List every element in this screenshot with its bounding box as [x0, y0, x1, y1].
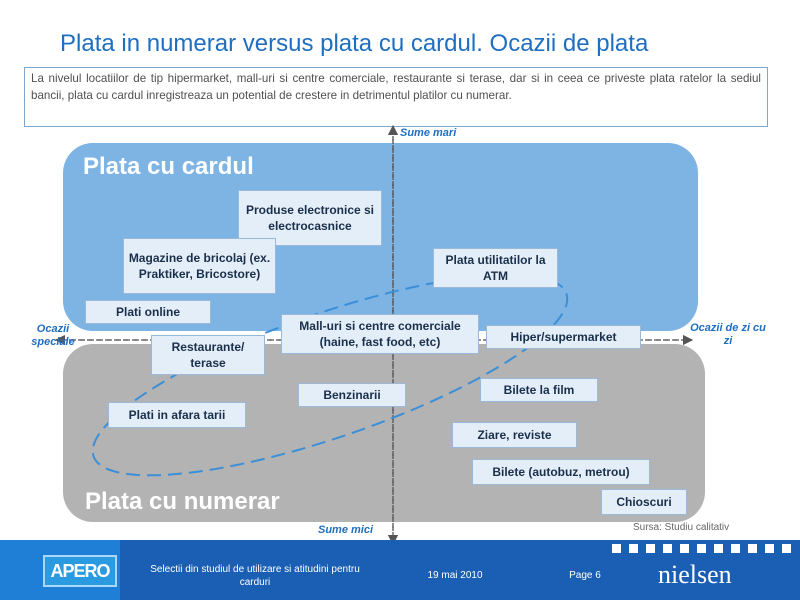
card-zone-title: Plata cu cardul: [83, 153, 254, 180]
item-hiper: Hiper/supermarket: [486, 325, 641, 349]
footer-square: [646, 544, 655, 553]
footer-square: [782, 544, 791, 553]
footer-square: [765, 544, 774, 553]
axis-label-top: Sume mari: [400, 127, 457, 139]
footer-study: Selectii din studiul de utilizare si atitudini pentru carduri: [150, 564, 360, 588]
footer-square: [680, 544, 689, 553]
item-ziare: Ziare, reviste: [452, 422, 577, 448]
item-bilete: Bilete (autobuz, metrou): [472, 459, 650, 485]
item-electronice: Produse electronice si electrocasnice: [238, 190, 382, 246]
footer-square: [714, 544, 723, 553]
item-restaurante: Restaurante/ terase: [151, 335, 265, 375]
axis-label-bottom: Sume mici: [318, 524, 374, 536]
item-bricolaj: Magazine de bricolaj (ex. Praktiker, Bricostore): [123, 238, 276, 294]
footer-square: [748, 544, 757, 553]
footer-square: [612, 544, 621, 553]
cash-zone-title: Plata cu numerar: [85, 488, 280, 515]
item-afara: Plati in afara tarii: [108, 402, 246, 428]
item-mall: Mall-uri si centre comerciale (haine, fast food, etc): [281, 314, 479, 354]
page-title: Plata in numerar versus plata cu cardul. Ocazii de plata: [60, 30, 649, 57]
footer-square: [697, 544, 706, 553]
nielsen-logo: nielsen: [658, 560, 732, 589]
item-benzinarii: Benzinarii: [298, 383, 406, 407]
axis-label-right: Ocazii de zi cu zi: [690, 322, 766, 347]
footer-square: [629, 544, 638, 553]
item-chioscuri: Chioscuri: [601, 489, 687, 515]
apero-logo: APERO: [43, 555, 117, 587]
axis-label-left: Ocazii speciale: [31, 323, 75, 348]
intro-text: La nivelul locatiilor de tip hipermarket, mall-uri si centre comerciale, restaurante si terase, dar si in ceea ce priveste plata ratelor la sediul bancii, plata cu cardul inregistreaza un potential de crestere in detrimentul platilor cu numerar.: [24, 67, 768, 127]
source-note: Sursa: Studiu calitativ: [633, 522, 730, 533]
item-utilitati: Plata utilitatilor la ATM: [433, 248, 558, 288]
footer-page: Page 6: [569, 570, 601, 581]
item-film: Bilete la film: [480, 378, 598, 402]
footer-date: 19 mai 2010: [427, 570, 483, 581]
footer-square: [731, 544, 740, 553]
footer-square: [663, 544, 672, 553]
item-online: Plati online: [85, 300, 211, 324]
